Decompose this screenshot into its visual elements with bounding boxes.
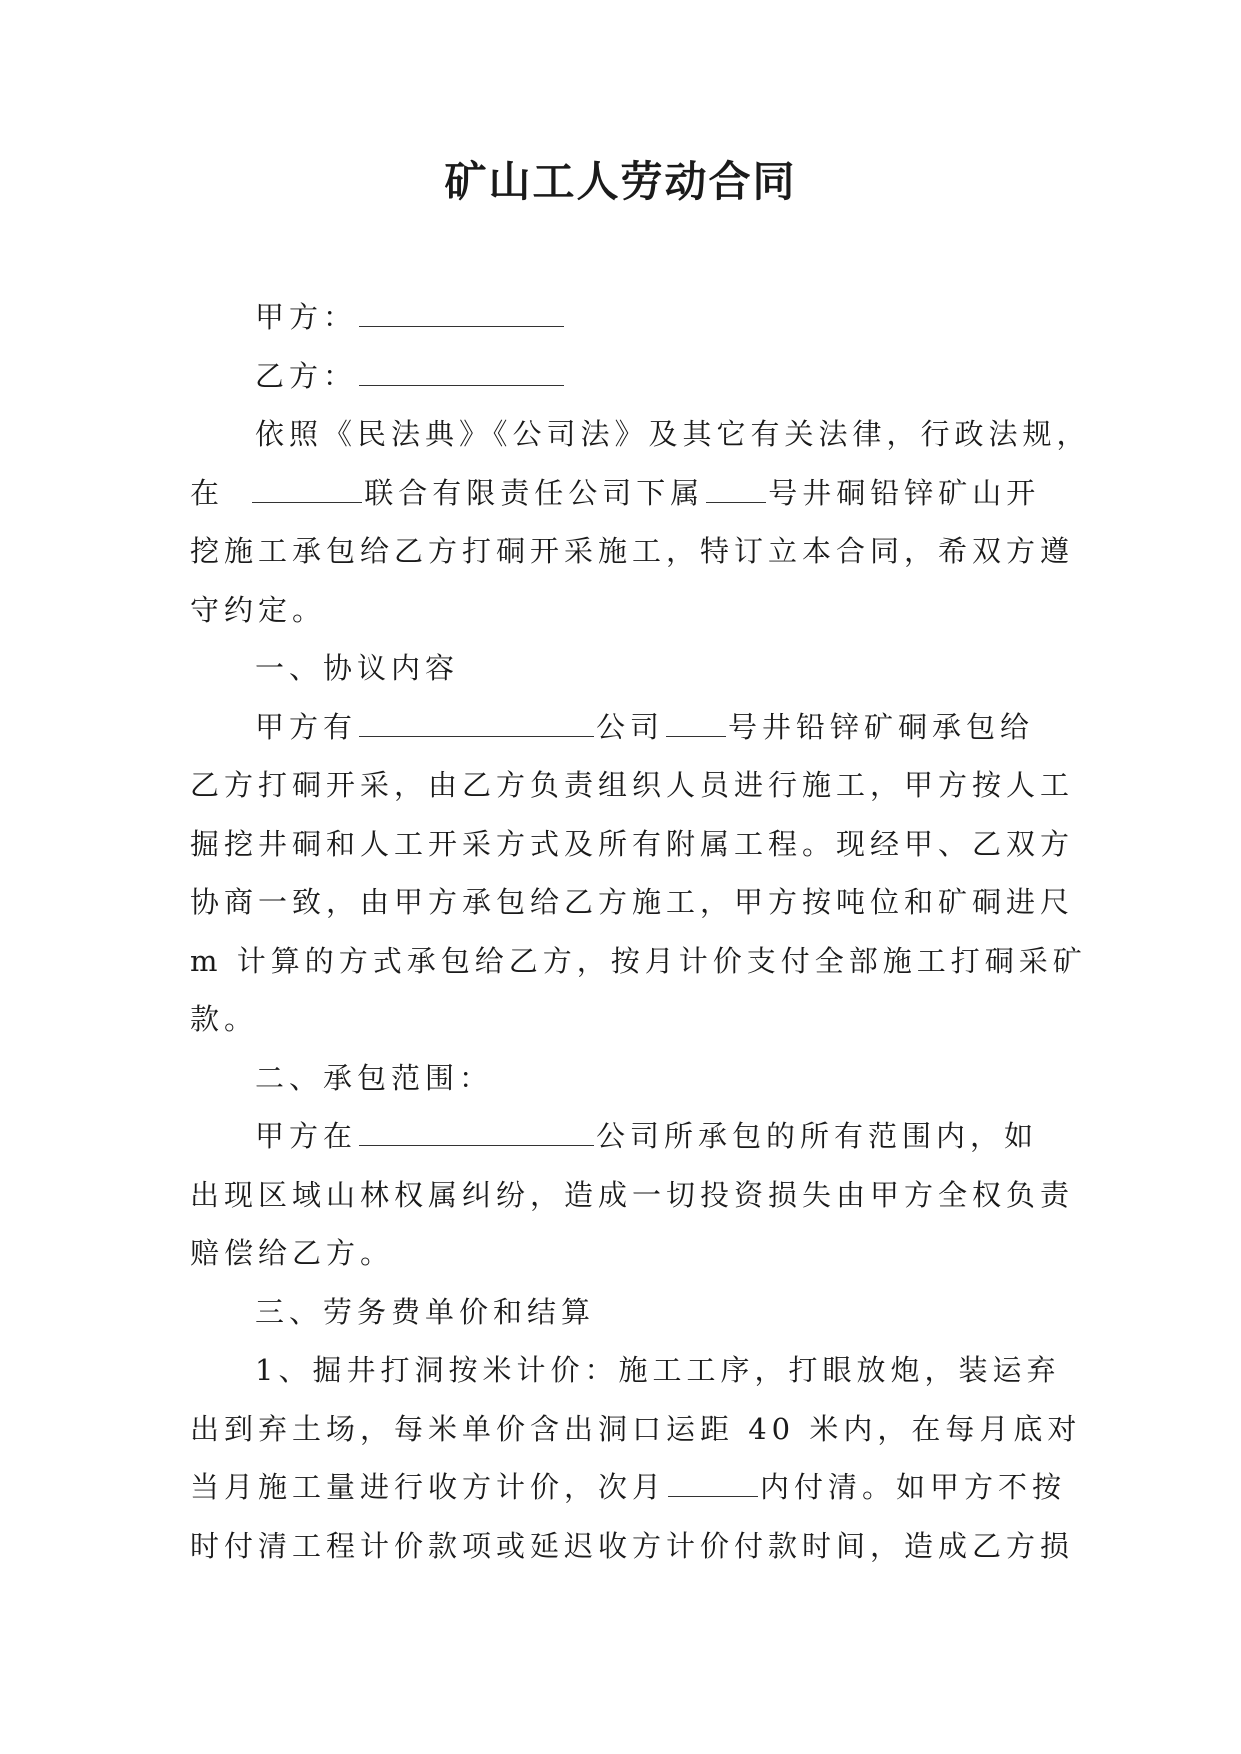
section-1-mine-number-blank[interactable] xyxy=(666,714,726,737)
section-1-line-4: 协商一致，由甲方承包给乙方施工，甲方按吨位和矿硐进尺 xyxy=(190,885,1075,919)
section-1-line-5: m 计算的方式承包给乙方，按月计价支付全部施工打硐采矿 xyxy=(190,943,1087,978)
section-3-line-2: 出到弃土场，每米单价含出洞口运距 40 米内，在每月底对 xyxy=(190,1411,1082,1446)
party-b-line xyxy=(190,347,1050,406)
section-2-heading: 二、承包范围： xyxy=(255,1060,494,1095)
intro-line-3: 挖施工承包给乙方打硐开采施工，特订立本合同，希双方遵 xyxy=(190,534,1075,568)
company-name-blank[interactable] xyxy=(252,480,362,503)
section-2-line-1-a: 甲方在 xyxy=(255,1119,358,1153)
section-1-line-1-a: 甲方有 xyxy=(255,709,358,744)
party-a-blank[interactable] xyxy=(359,304,564,327)
intro-line-1: 依照《民法典》《公司法》及其它有关法律，行政法规， xyxy=(255,417,1091,451)
section-3-line-3-b: 内付清。如甲方不按 xyxy=(760,1470,1067,1504)
intro-line-2-c: 号井硐铅锌矿山开 xyxy=(768,475,1041,510)
section-3-line-1: 1、掘井打洞按米计价：施工工序，打眼放炮，装运弃 xyxy=(255,1353,1061,1387)
party-b-blank[interactable] xyxy=(359,363,564,386)
party-a-line xyxy=(190,288,1050,347)
section-1-line-6: 款。 xyxy=(190,1002,259,1036)
section-3-line-3-a: 当月施工量进行收方计价，次月 xyxy=(190,1470,667,1504)
document-title: 矿山工人劳动合同 xyxy=(444,157,797,206)
section-1-company-blank[interactable] xyxy=(359,714,594,737)
section-1-line-3: 掘挖井硐和人工开采方式及所有附属工程。现经甲、乙双方 xyxy=(190,826,1075,861)
section-2-line-2: 出现区域山林权属纠纷，造成一切投资损失由甲方全权负责 xyxy=(190,1177,1075,1212)
section-1-line-2: 乙方打硐开采，由乙方负责组织人员进行施工，甲方按人工 xyxy=(190,768,1075,802)
intro-line-4: 守约定。 xyxy=(190,592,327,627)
section-1-line-1 xyxy=(190,698,1050,757)
section-3-line-3 xyxy=(190,1458,1067,1517)
party-b-label: 乙方： xyxy=(255,358,358,393)
section-1-heading: 一、协议内容 xyxy=(255,651,460,685)
section-2-company-blank[interactable] xyxy=(359,1123,594,1146)
section-1-line-1-c: 号井铅锌矿硐承包给 xyxy=(728,709,1035,744)
section-1-line-1-b: 公司 xyxy=(596,709,665,744)
section-2-line-1 xyxy=(190,1107,1050,1166)
party-a-label: 甲方： xyxy=(255,300,358,334)
section-2-line-3: 赔偿给乙方。 xyxy=(190,1236,395,1270)
intro-line-2-a: 在 xyxy=(190,475,225,510)
payment-period-blank[interactable] xyxy=(668,1474,758,1497)
section-2-line-1-b: 公司所承包的所有范围内，如 xyxy=(596,1119,1039,1153)
intro-line-2 xyxy=(190,464,1050,523)
mine-number-blank[interactable] xyxy=(706,480,766,503)
document-body xyxy=(190,288,1091,1575)
section-3-heading: 三、劳务费单价和结算 xyxy=(255,1294,596,1329)
intro-line-2-b: 联合有限责任公司下属 xyxy=(364,475,705,510)
section-3-line-4: 时付清工程计价款项或延迟收方计价付款时间，造成乙方损 xyxy=(190,1528,1075,1563)
